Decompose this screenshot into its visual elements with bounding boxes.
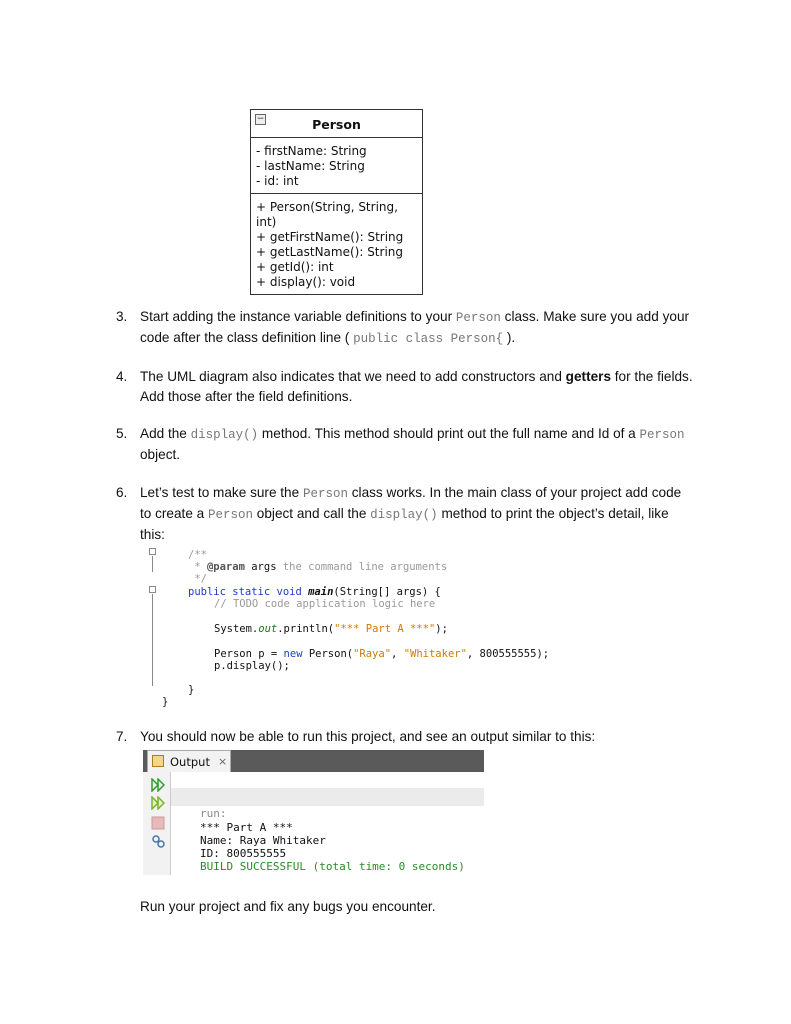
- code-token: *: [188, 561, 207, 573]
- inline-code: Person: [639, 428, 685, 442]
- code-token: out: [258, 623, 278, 635]
- text-run: class. Make sure you add your code after the class definition line (: [140, 309, 690, 345]
- output-line: run:: [200, 807, 227, 820]
- code-token: Person p =: [214, 648, 284, 660]
- code-line: [188, 561, 447, 573]
- code-line: p.display();: [214, 660, 290, 672]
- closing-instruction: Run your project and fix any bugs you encounter.: [140, 899, 436, 914]
- code-token: ,: [391, 648, 404, 660]
- output-tab-bar: [143, 750, 484, 772]
- text-run: object.: [140, 447, 181, 462]
- text-run: object and call the: [253, 506, 371, 521]
- uml-method: + getId(): int: [256, 260, 334, 274]
- text-run: ).: [503, 330, 516, 345]
- step-number: 3.: [116, 309, 128, 324]
- code-token: "*** Part A ***": [334, 623, 436, 635]
- bold-text: getters: [565, 369, 611, 384]
- stop-icon[interactable]: [151, 816, 165, 830]
- inline-code: Person: [302, 487, 348, 501]
- text-run: class works. In the main class of your project add code to create a: [140, 485, 682, 521]
- text-run: method to print the object’s detail, like this:: [140, 506, 669, 542]
- uml-header: [251, 110, 422, 138]
- step-4: [116, 367, 696, 407]
- output-tab-label: Output: [170, 755, 210, 769]
- code-line: }: [188, 684, 195, 696]
- code-token: main: [308, 586, 334, 598]
- code-editor-snippet: [145, 545, 585, 710]
- fold-guide: [152, 594, 153, 686]
- output-line: ID: 800555555: [200, 847, 287, 860]
- uml-method: + getLastName(): String: [256, 245, 404, 259]
- code-token: System.: [214, 623, 259, 635]
- uml-method: + display(): void: [256, 275, 356, 289]
- step-text: [140, 367, 696, 407]
- output-line: *** Part A ***: [200, 821, 293, 834]
- code-token: "Whitaker": [403, 648, 467, 660]
- fold-guide: [152, 556, 153, 572]
- text-run: Add the: [140, 426, 191, 441]
- code-line: [214, 623, 448, 635]
- text-run: Let’s test to make sure the: [140, 485, 303, 500]
- settings-icon[interactable]: [151, 834, 165, 848]
- close-icon[interactable]: ×: [218, 755, 228, 768]
- output-line: BUILD SUCCESSFUL (total time: 0 seconds): [200, 860, 465, 873]
- uml-attribute: - firstName: String: [256, 144, 367, 158]
- step-number: 6.: [116, 485, 128, 500]
- fold-icon[interactable]: [149, 548, 156, 555]
- uml-attribute: - lastName: String: [256, 159, 365, 173]
- output-tab[interactable]: [147, 750, 231, 772]
- inline-code: display(): [190, 428, 259, 442]
- uml-class-diagram: [250, 109, 423, 295]
- rerun-icon[interactable]: [151, 778, 165, 792]
- output-toolbar: [143, 772, 171, 875]
- code-token: Person(: [302, 648, 354, 660]
- text-run: The UML diagram also indicates that we need to add constructors and: [140, 369, 566, 384]
- step-number: 5.: [116, 426, 128, 441]
- uml-attributes: [251, 138, 422, 193]
- uml-methods: [251, 193, 422, 294]
- step-text: You should now be able to run this project, and see an output similar to this:: [140, 729, 596, 744]
- text-run: Start adding the instance variable definitions to your: [140, 309, 456, 324]
- code-token: .println(: [277, 623, 335, 635]
- code-token: args: [244, 561, 277, 573]
- step-text: [140, 424, 696, 465]
- code-token: , 800555555);: [466, 648, 550, 660]
- step-5: [116, 424, 696, 465]
- text-run: method. This method should print out the full name and Id of a: [258, 426, 640, 441]
- step-6: [116, 483, 696, 545]
- step-3: [116, 307, 696, 349]
- uml-class-name: Person: [312, 117, 361, 132]
- code-token: new: [283, 648, 303, 660]
- collapse-icon[interactable]: −: [256, 114, 265, 124]
- code-token: public static void: [188, 586, 309, 598]
- text-run: for the fields. Add those after the field definitions.: [140, 369, 693, 404]
- code-line: [188, 586, 441, 598]
- uml-attribute: - id: int: [256, 174, 299, 188]
- step-text: [140, 483, 696, 545]
- code-line: /**: [188, 549, 207, 561]
- code-line: }: [162, 696, 169, 708]
- inline-code: display(): [370, 508, 438, 522]
- inline-code: public class Person{: [353, 332, 504, 346]
- output-subheader: [171, 788, 484, 806]
- code-token: );: [435, 623, 448, 635]
- step-number: 4.: [116, 369, 128, 384]
- uml-method: + Person(String, String, int): [256, 200, 398, 229]
- code-line: */: [188, 573, 207, 585]
- step-text: [140, 307, 696, 349]
- code-line: // TODO code application logic here: [214, 598, 436, 610]
- step-7: [116, 727, 696, 747]
- code-token: @param: [206, 561, 245, 573]
- code-token: the command line arguments: [276, 561, 448, 573]
- code-line: [214, 648, 549, 660]
- output-line: Name: Raya Whitaker: [200, 834, 326, 847]
- rerun-with-params-icon[interactable]: [151, 796, 165, 810]
- uml-method: + getFirstName(): String: [256, 230, 404, 244]
- output-window: [143, 750, 484, 875]
- inline-code: Person: [455, 311, 501, 325]
- output-window-icon: [152, 755, 164, 767]
- code-token: (String[] args) {: [333, 586, 441, 598]
- step-number: 7.: [116, 729, 128, 744]
- fold-icon[interactable]: [149, 586, 156, 593]
- code-token: "Raya": [353, 648, 392, 660]
- inline-code: Person: [208, 508, 254, 522]
